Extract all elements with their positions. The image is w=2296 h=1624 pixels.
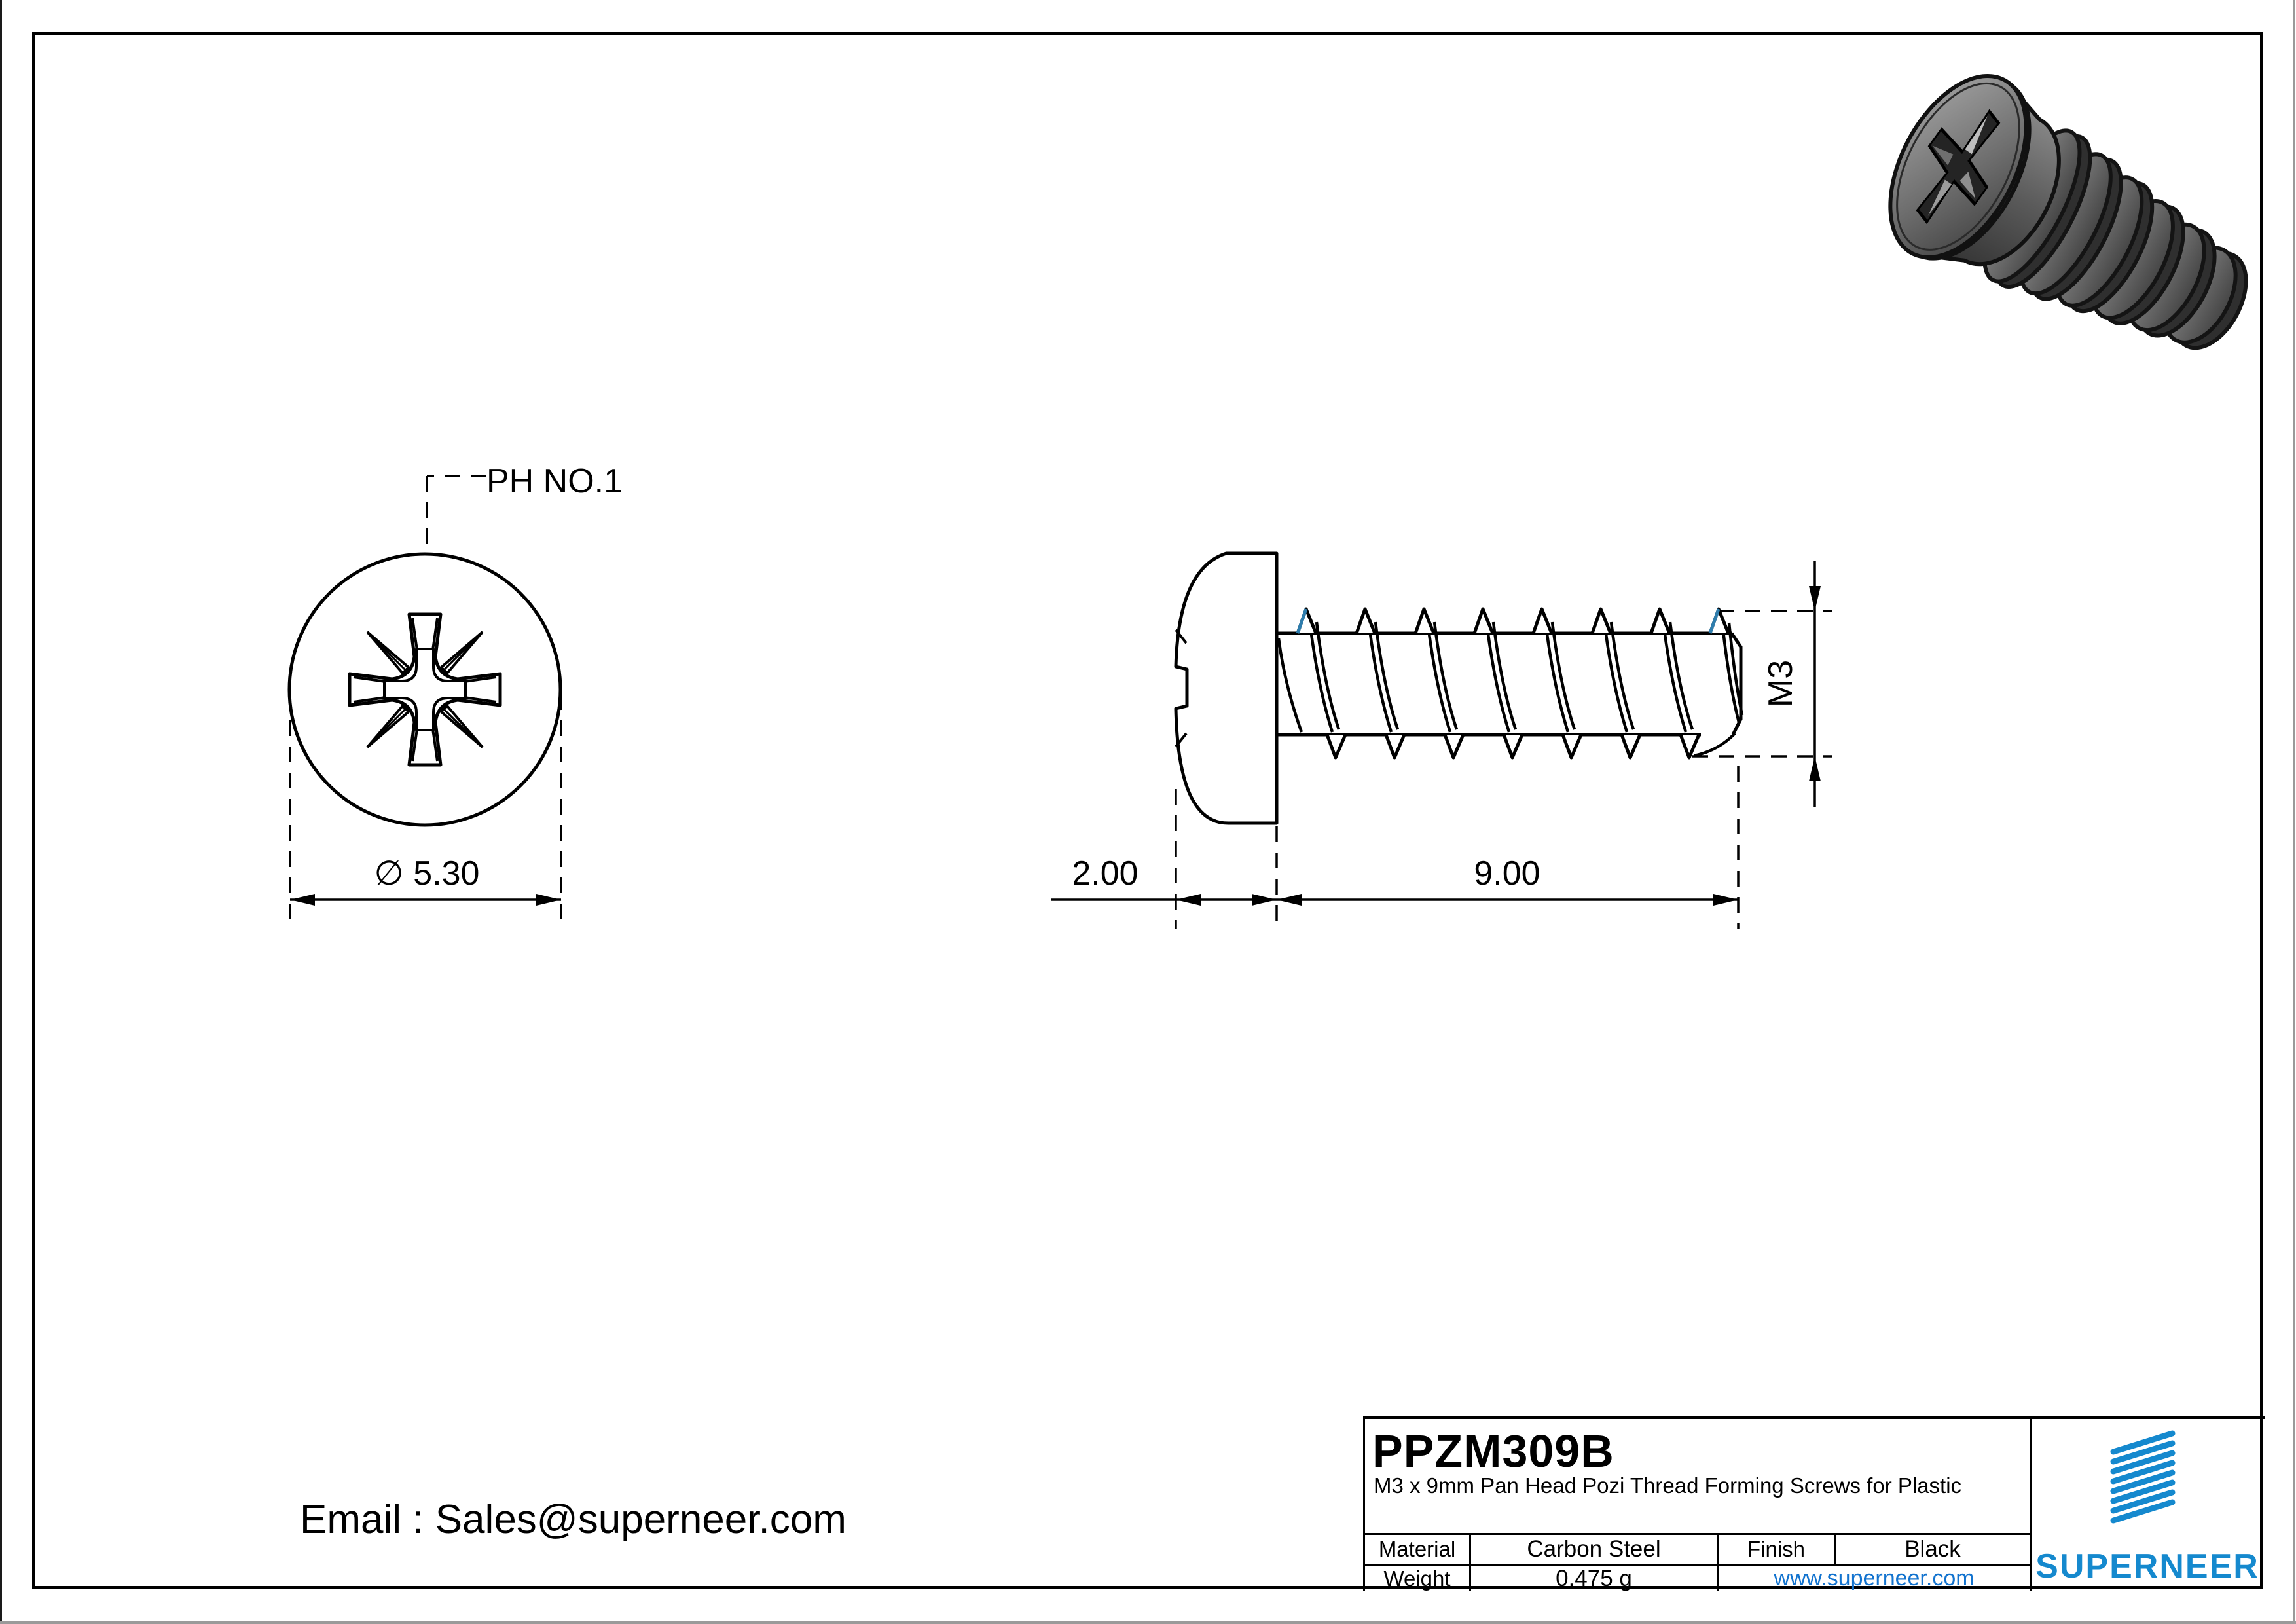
finish-label: Finish [1747,1537,1806,1561]
thread-length-dimension: 9.00 [1474,855,1540,893]
side-view-screw [1051,553,1832,929]
material-label: Material [1378,1537,1456,1561]
titleblock-top-border [1363,1416,2265,1419]
material-value: Carbon Steel [1527,1536,1661,1562]
thread-flanks [1309,619,1742,732]
head-diameter-dimension: ∅ 5.30 [374,855,480,893]
drive-type-label: PH NO.1 [486,462,623,500]
superneer-logo-icon [2113,1433,2172,1521]
brand-name: SUPERNEER [2035,1547,2259,1585]
head-profile [1176,553,1277,823]
website-link[interactable]: www.superneer.com [1774,1566,1975,1591]
part-description: M3 x 9mm Pan Head Pozi Thread Forming Screws for Plastic [1374,1473,1962,1498]
head-height-dimension: 2.00 [1072,855,1139,893]
finish-value: Black [1904,1536,1961,1562]
thread-crests-top [1298,609,1728,633]
thread-size-dimension: M3 [1762,659,1800,708]
thread-crests-bottom [1327,735,1699,758]
part-number: PPZM309B [1372,1426,1614,1477]
contact-email: Email : Sales@superneer.com [300,1497,847,1542]
weight-value: 0.475 g [1556,1565,1632,1591]
weight-label: Weight [1383,1566,1451,1591]
screw-3d-preview [1820,26,2278,367]
